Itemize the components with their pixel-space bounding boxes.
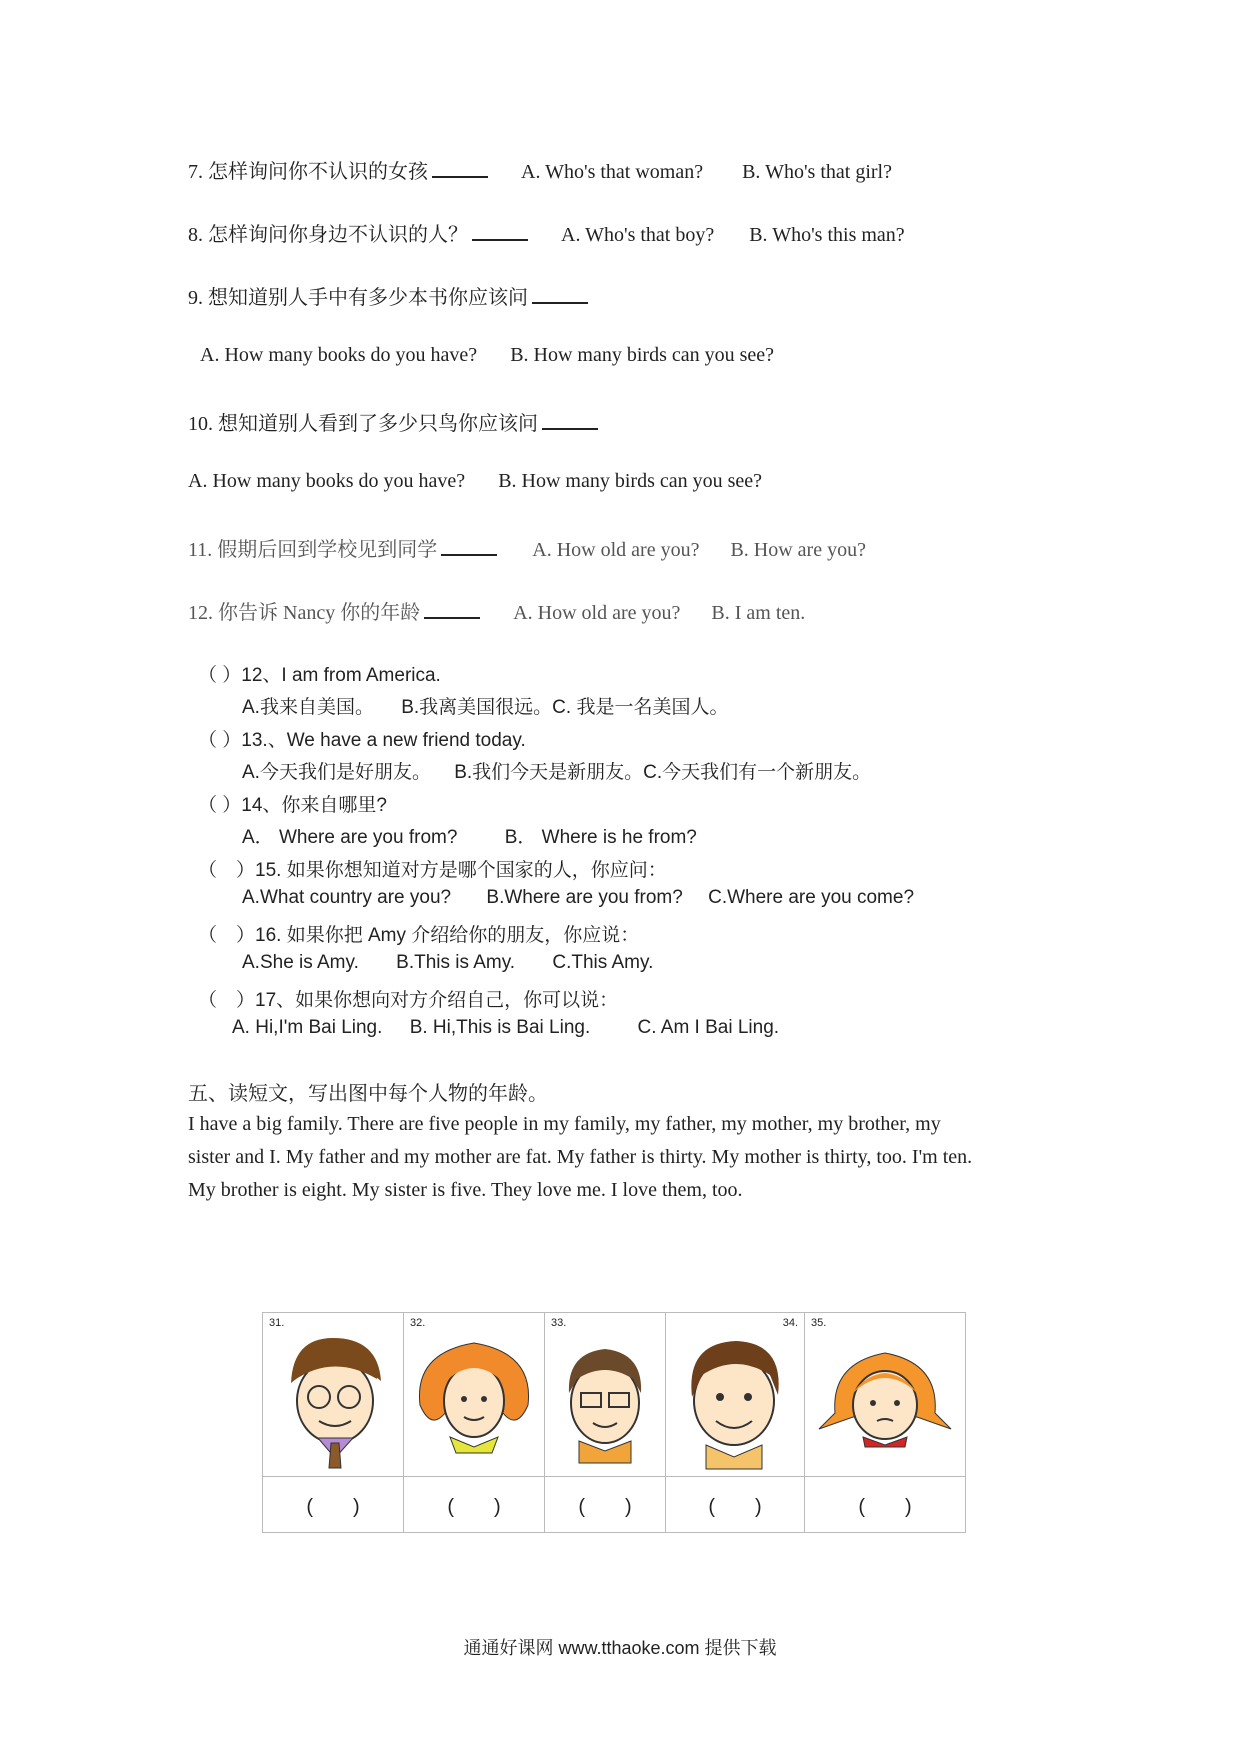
question-15-options: A.What country are you? B.Where are you from? C.Where are you come?: [242, 887, 915, 908]
question-17-options: A. Hi,I'm Bai Ling. B. Hi,This is Bai Ling. C. Am I Bai Ling.: [232, 1017, 780, 1038]
face-me: 33.: [545, 1313, 666, 1477]
question-7: 7. 怎样询问你不认识的女孩 A. Who's that woman? B. Who's that girl?: [188, 161, 892, 183]
question-16: （ ）16. 如果你把 Amy 介绍给你的朋友，你应说：: [198, 925, 640, 946]
answer-cell-34[interactable]: ( ): [666, 1477, 805, 1533]
answer-blank[interactable]: [532, 286, 588, 304]
me-illustration: [545, 1313, 665, 1471]
section-5-heading: 五、读短文，写出图中每个人物的年龄。: [188, 1083, 548, 1105]
face-mother: 32.: [404, 1313, 545, 1477]
faces-table: [262, 1312, 966, 1533]
answer-blank[interactable]: [542, 412, 598, 430]
page-footer: 通通好课网 www.tthaoke.com 提供下载: [463, 1638, 777, 1658]
question-13: （ ）13.、We have a new friend today.: [198, 730, 526, 751]
question-10-options: A. How many books do you have? B. How many birds can you see?: [188, 470, 763, 492]
question-8: 8. 怎样询问你身边不认识的人？ A. Who's that boy? B. Who's this man?: [188, 224, 905, 246]
sister-illustration: [805, 1313, 965, 1471]
answer-blank[interactable]: [472, 223, 528, 241]
answer-blank[interactable]: [424, 601, 480, 619]
reading-passage: I have a big family. There are five people in my family, my father, my mother, my brother, my sister and I. My father and my mother are fat. My father is thirty. My mother is thirty, too. I'm ten. My brother is eight. My sister is five. They love me. I love them, too.: [188, 1113, 973, 1201]
answer-cell-33[interactable]: ( ): [545, 1477, 666, 1533]
mother-illustration: [404, 1313, 544, 1471]
question-13-options: A.今天我们是好朋友。 B.我们今天是新朋友。C.今天我们有一个新朋友。: [242, 762, 872, 783]
question-14-options: A． Where are you from? B． Where is he from?: [242, 827, 697, 848]
question-16-options: A.She is Amy. B.This is Amy. C.This Amy.: [242, 952, 654, 973]
face-father: 31.: [263, 1313, 404, 1477]
question-12b: （ ）12、I am from America.: [198, 665, 441, 686]
question-12b-options: A.我来自美国。 B.我离美国很远。C. 我是一名美国人。: [242, 697, 729, 718]
face-brother: 34.: [666, 1313, 805, 1477]
answer-cell-35[interactable]: ( ): [805, 1477, 966, 1533]
answer-blank[interactable]: [441, 538, 497, 556]
brother-illustration: [666, 1313, 804, 1471]
answer-cell-31[interactable]: ( ): [263, 1477, 404, 1533]
question-14: （ ）14、你来自哪里?: [198, 795, 387, 816]
question-11: 11. 假期后回到学校见到同学 A. How old are you? B. How are you?: [188, 539, 866, 561]
question-10: 10. 想知道别人看到了多少只鸟你应该问: [188, 407, 598, 436]
face-sister: 35.: [805, 1313, 966, 1477]
question-12a: 12. 你告诉 Nancy 你的年龄 A. How old are you? B. I am ten.: [188, 602, 806, 624]
question-17: （ ）17、如果你想向对方介绍自己，你可以说：: [198, 990, 619, 1011]
question-9-options: A. How many books do you have? B. How many birds can you see?: [200, 344, 775, 366]
answer-cell-32[interactable]: ( ): [404, 1477, 545, 1533]
father-illustration: [263, 1313, 403, 1471]
question-15: （ ）15. 如果你想知道对方是哪个国家的人，你应问：: [198, 860, 667, 881]
answer-blank[interactable]: [432, 160, 488, 178]
question-9: 9. 想知道别人手中有多少本书你应该问: [188, 281, 588, 310]
